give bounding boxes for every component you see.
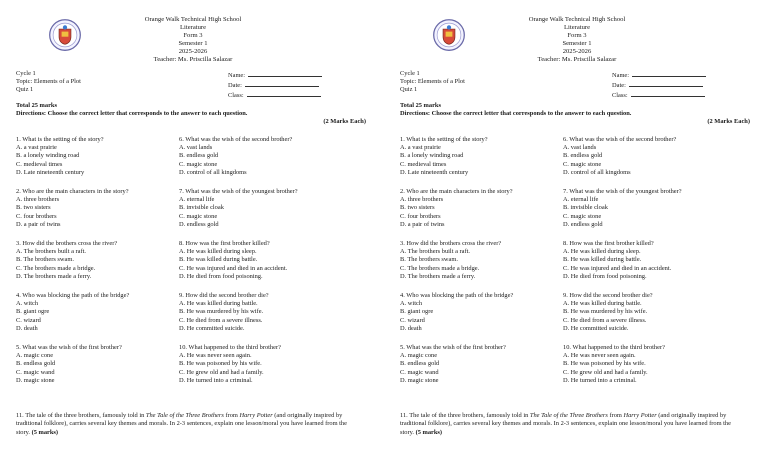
total-marks: Total 25 marks <box>400 102 441 109</box>
questions-grid <box>400 136 754 398</box>
question-3: 3. How did the brothers cross the river? A. The brothers built a raft. B. The brothers swam. C. The brothers made a bridge. D. The brothers made a ferry. <box>16 240 118 280</box>
questions-grid <box>16 136 370 398</box>
question-6: 6. What was the wish of the second brother? A. vast lands B. endless gold C. magic stone D. control of all kingdoms <box>179 136 293 176</box>
question-1: 1. What is the setting of the story? A. a vast prairie B. a lonely winding road C. medieval times D. Late nineteenth century <box>400 136 488 176</box>
question-8: 8. How was the first brother killed? A. He was killed during sleep. B. He was killed during battle. C. He was injured and died in an accident. D. He died from food poisoning. <box>563 240 672 280</box>
school-year: 2025-2026 <box>562 48 592 56</box>
form: Form 3 <box>567 32 587 40</box>
date-field: Date: <box>612 80 706 90</box>
page-header <box>16 12 370 68</box>
question-7: 7. What was the wish of the youngest brother? A. eternal life B. invisible cloak C. magic stone D. endless gold <box>563 188 682 228</box>
question-2: 2. Who are the main characters in the story? A. three brothers B. two sisters C. four brothers D. a pair of twins <box>400 188 513 228</box>
question-8: 8. How was the first brother killed? A. He was killed during sleep. B. He was killed during battle. C. He was injured and died in an accident. D. He died from food poisoning. <box>179 240 288 280</box>
teacher: Teacher: Ms. Priscilla Salazar <box>153 56 233 64</box>
question-10: 10. What happened to the third brother? A. He was never seen again. B. He was poisoned by his wife. C. He grew old and had a family. D. He turned into a criminal. <box>179 344 281 384</box>
essay-question-left: 11. The tale of the three brothers, famously told in The Tale of the Three Brothers from Harry Potter (and originally inspired by traditional folklore), carries several key themes and morals. In 2-3 sentences, explain one lesson/moral you have learned from the story. (5 marks) <box>16 412 347 436</box>
essay-question-right: 11. The tale of the three brothers, famously told in The Tale of the Three Brothers from Harry Potter (and originally inspired by traditional folklore), carries several key themes and morals. In 2-3 sentences, explain one lesson/moral you have learned from the story. (5 marks) <box>400 412 731 436</box>
quiz-page-right <box>390 0 762 466</box>
name-field: Name: <box>612 70 706 80</box>
semester: Semester 1 <box>562 40 592 48</box>
school-heading <box>400 16 754 65</box>
school-heading <box>16 16 370 65</box>
question-4: 4. Who was blocking the path of the bridge? A. witch B. giant ogre C. wizard D. death <box>16 292 130 332</box>
form: Form 3 <box>183 32 203 40</box>
page-header <box>400 12 754 68</box>
question-4: 4. Who was blocking the path of the bridge? A. witch B. giant ogre C. wizard D. death <box>400 292 514 332</box>
question-6: 6. What was the wish of the second brother? A. vast lands B. endless gold C. magic stone D. control of all kingdoms <box>563 136 677 176</box>
class-field: Class: <box>612 90 706 100</box>
question-5: 5. What was the wish of the first brother? A. magic cone B. endless gold C. magic wand D. magic stone <box>400 344 506 384</box>
question-9: 9. How did the second brother die? A. He was killed during battle. B. He was murdered by his wife. C. He died from a severe illness. D. He committed suicide. <box>179 292 269 332</box>
question-10: 10. What happened to the third brother? A. He was never seen again. B. He was poisoned by his wife. C. He grew old and had a family. D. He turned into a criminal. <box>563 344 665 384</box>
quiz-number: Quiz 1 <box>400 86 418 94</box>
quiz-meta <box>400 70 754 102</box>
school-year: 2025-2026 <box>178 48 208 56</box>
marks-each: (2 Marks Each) <box>323 118 366 126</box>
directions: Directions: Choose the correct letter that corresponds to the answer to each question. <box>16 110 248 118</box>
question-9: 9. How did the second brother die? A. He was killed during battle. B. He was murdered by his wife. C. He died from a severe illness. D. He committed suicide. <box>563 292 653 332</box>
subject: Literature <box>564 24 590 32</box>
subject: Literature <box>180 24 206 32</box>
cycle: Cycle 1 <box>16 70 36 77</box>
marks-each: (2 Marks Each) <box>707 118 750 126</box>
question-7: 7. What was the wish of the youngest brother? A. eternal life B. invisible cloak C. magic stone D. endless gold <box>179 188 298 228</box>
semester: Semester 1 <box>178 40 208 48</box>
cycle: Cycle 1 <box>400 70 420 77</box>
date-field: Date: <box>228 80 322 90</box>
name-field: Name: <box>228 70 322 80</box>
question-2: 2. Who are the main characters in the story? A. three brothers B. two sisters C. four brothers D. a pair of twins <box>16 188 129 228</box>
quiz-number: Quiz 1 <box>16 86 34 94</box>
school-name: Orange Walk Technical High School <box>528 16 626 23</box>
teacher: Teacher: Ms. Priscilla Salazar <box>537 56 617 64</box>
total-marks: Total 25 marks <box>16 102 57 109</box>
question-3: 3. How did the brothers cross the river? A. The brothers built a raft. B. The brothers swam. C. The brothers made a bridge. D. The brothers made a ferry. <box>400 240 502 280</box>
question-1: 1. What is the setting of the story? A. a vast prairie B. a lonely winding road C. medieval times D. Late nineteenth century <box>16 136 104 176</box>
school-name: Orange Walk Technical High School <box>144 16 242 23</box>
directions: Directions: Choose the correct letter that corresponds to the answer to each question. <box>400 110 632 118</box>
quiz-page-left <box>6 0 378 466</box>
class-field: Class: <box>228 90 322 100</box>
topic: Topic: Elements of a Plot <box>16 78 81 86</box>
topic: Topic: Elements of a Plot <box>400 78 465 86</box>
quiz-meta <box>16 70 370 102</box>
question-5: 5. What was the wish of the first brother? A. magic cone B. endless gold C. magic wand D. magic stone <box>16 344 122 384</box>
